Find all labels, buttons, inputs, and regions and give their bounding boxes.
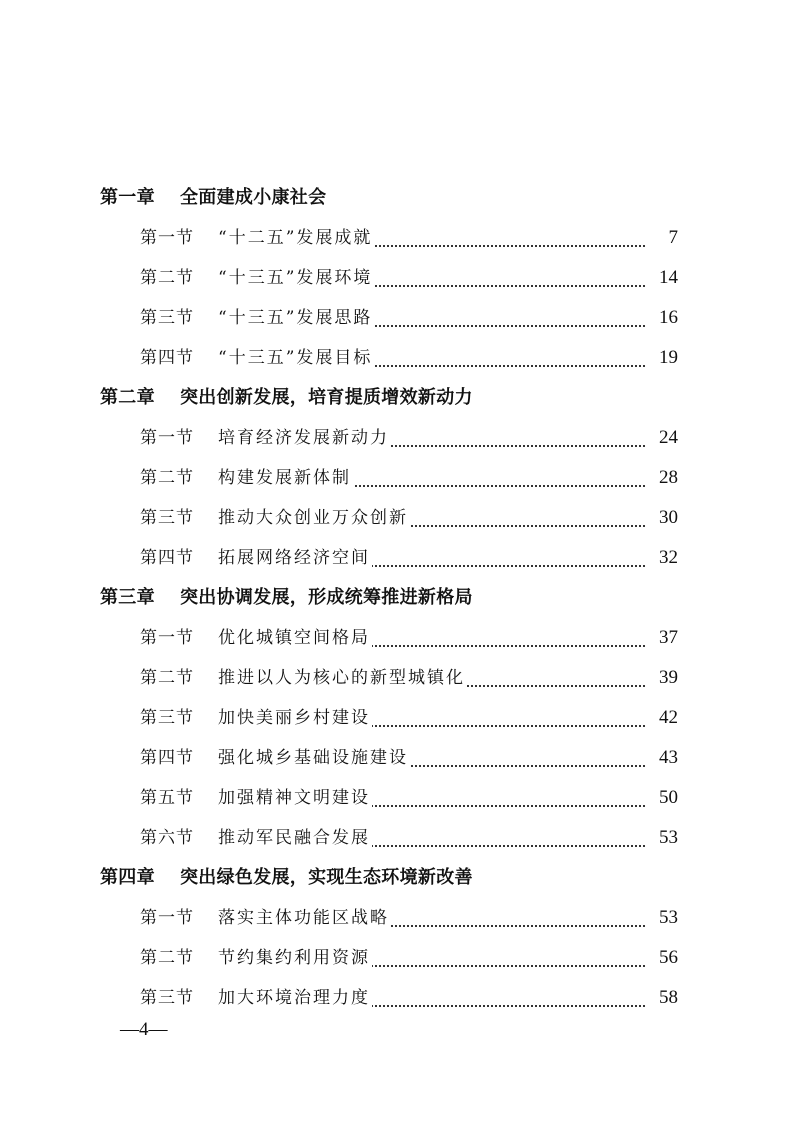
page-footer-number: —4— [120, 1019, 168, 1040]
section-label: 第二节 [140, 268, 194, 288]
section-label: 第三节 [140, 988, 194, 1008]
section-label: 第二节 [140, 468, 194, 488]
section-title: “十三五”发展思路 [218, 304, 374, 332]
section-title: “十三五”发展环境 [218, 264, 374, 292]
chapter-label: 第二章 [100, 387, 155, 408]
section-page-number: 14 [656, 264, 678, 292]
section-title: 加快美丽乡村建设 [218, 704, 372, 732]
section-label: 第一节 [140, 908, 194, 928]
section-page-number: 28 [656, 464, 678, 492]
section-title: 推进以人为核心的新型城镇化 [218, 664, 467, 692]
toc-entry[interactable] [0, 618, 793, 658]
section-label: 第二节 [140, 948, 194, 968]
section-title: 节约集约利用资源 [218, 944, 372, 972]
section-label: 第二节 [140, 668, 194, 688]
chapter-title-line [100, 864, 473, 892]
toc-entry[interactable] [0, 898, 793, 938]
section-label: 第五节 [140, 788, 194, 808]
chapter-heading[interactable] [0, 858, 793, 898]
section-label: 第一节 [140, 628, 194, 648]
toc-entry[interactable] [0, 978, 793, 1018]
section-page-number: 58 [656, 984, 678, 1012]
toc-entry[interactable] [0, 498, 793, 538]
toc-entry[interactable] [0, 738, 793, 778]
chapter-heading[interactable] [0, 178, 793, 218]
section-label: 第四节 [140, 548, 194, 568]
section-label: 第三节 [140, 708, 194, 728]
section-page-number: 42 [656, 704, 678, 732]
section-page-number: 24 [656, 424, 678, 452]
toc-entry[interactable] [0, 218, 793, 258]
toc-entry[interactable] [0, 418, 793, 458]
chapter-label: 第三章 [100, 587, 155, 608]
section-label: 第三节 [140, 508, 194, 528]
toc-entry[interactable] [0, 818, 793, 858]
chapter-heading[interactable] [0, 378, 793, 418]
section-label: 第一节 [140, 228, 194, 248]
toc-entry[interactable] [0, 258, 793, 298]
section-title: 推动大众创业万众创新 [218, 504, 410, 532]
section-label: 第三节 [140, 308, 194, 328]
chapter-heading[interactable] [0, 578, 793, 618]
table-of-contents [0, 178, 793, 1018]
section-title: 构建发展新体制 [218, 464, 353, 492]
section-title: “十二五”发展成就 [218, 224, 374, 252]
section-label: 第六节 [140, 828, 194, 848]
chapter-title-line [100, 184, 326, 212]
section-title: 加大环境治理力度 [218, 984, 372, 1012]
section-title: 培育经济发展新动力 [218, 424, 391, 452]
toc-entry[interactable] [0, 538, 793, 578]
toc-entry[interactable] [0, 938, 793, 978]
section-title: 强化城乡基础设施建设 [218, 744, 410, 772]
section-title: 加强精神文明建设 [218, 784, 372, 812]
section-page-number: 7 [666, 224, 679, 252]
section-page-number: 16 [656, 304, 678, 332]
section-page-number: 37 [656, 624, 678, 652]
chapter-label: 第一章 [100, 187, 155, 208]
section-label: 第一节 [140, 428, 194, 448]
section-page-number: 50 [656, 784, 678, 812]
toc-entry[interactable] [0, 698, 793, 738]
section-page-number: 39 [656, 664, 678, 692]
toc-entry[interactable] [0, 338, 793, 378]
toc-entry[interactable] [0, 458, 793, 498]
section-page-number: 56 [656, 944, 678, 972]
section-title: 拓展网络经济空间 [218, 544, 372, 572]
section-title: 落实主体功能区战略 [218, 904, 391, 932]
section-page-number: 53 [656, 824, 678, 852]
section-page-number: 32 [656, 544, 678, 572]
chapter-label: 第四章 [100, 867, 155, 888]
toc-entry[interactable] [0, 658, 793, 698]
chapter-title: 突出协调发展，形成统筹推进新格局 [180, 587, 473, 608]
chapter-title: 突出创新发展，培育提质增效新动力 [180, 387, 473, 408]
section-label: 第四节 [140, 748, 194, 768]
toc-entry[interactable] [0, 778, 793, 818]
section-page-number: 19 [656, 344, 678, 372]
section-title: “十三五”发展目标 [218, 344, 374, 372]
section-page-number: 53 [656, 904, 678, 932]
section-label: 第四节 [140, 348, 194, 368]
section-title: 推动军民融合发展 [218, 824, 372, 852]
chapter-title: 突出绿色发展，实现生态环境新改善 [180, 867, 473, 888]
section-page-number: 30 [656, 504, 678, 532]
chapter-title-line [100, 584, 473, 612]
chapter-title-line [100, 384, 473, 412]
chapter-title: 全面建成小康社会 [180, 187, 327, 208]
section-title: 优化城镇空间格局 [218, 624, 372, 652]
section-page-number: 43 [656, 744, 678, 772]
toc-entry[interactable] [0, 298, 793, 338]
